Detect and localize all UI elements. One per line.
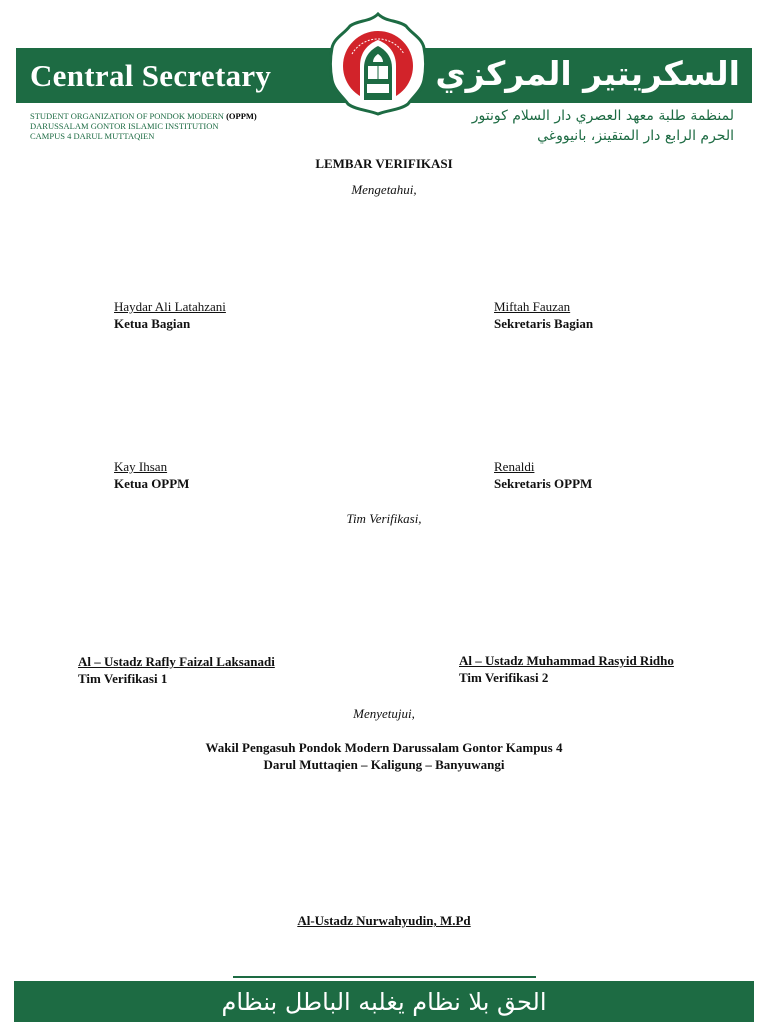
signatory-role: Sekretaris Bagian [494,316,594,331]
organization-logo [326,12,430,116]
signature-sekretaris-bagian [494,298,593,332]
signatory-role: Tim Verifikasi 2 [459,670,549,685]
signatory-name: Haydar Ali Latahzani [114,299,226,314]
subtitle-en-abbr: (OPPM) [226,111,257,121]
subtitle-ar-line-2: الحرم الرابع دار المتقينز، بانيووغي [537,128,734,144]
menyetujui-label: Menyetujui, [353,706,415,721]
tim-verifikasi-label: Tim Verifikasi, [346,511,422,526]
footer-motto: الحق بلا نظام يغلبه الباطل بنظام [221,987,547,1016]
approver-title-line-1: Wakil Pengasuh Pondok Modern Darussalam Gontor Kampus 4 [205,740,563,755]
subtitle-ar-line-1: لمنظمة طلبة معهد العصري دار السلام كونتور [471,108,734,124]
signatory-role: Tim Verifikasi 1 [78,671,168,686]
signature-ketua-oppm [114,458,189,492]
subtitle-en-line-2: DARUSSALAM GONTOR ISLAMIC INSTITUTION [30,121,219,131]
signatory-role: Sekretaris OPPM [494,476,593,491]
approver-name: Al-Ustadz Nurwahyudin, M.Pd [297,913,471,928]
footer-divider [233,976,536,978]
signatory-name: Kay Ihsan [114,459,168,474]
header-title-en: Central Secretary [30,58,272,93]
signature-tim-verifikasi-1 [78,653,275,687]
mengetahui-label: Mengetahui, [351,182,417,197]
signatory-name: Al – Ustadz Muhammad Rasyid Ridho [459,653,674,668]
signature-tim-verifikasi-2 [459,652,674,686]
header-title-ar: السكريتير المركزي [435,54,740,93]
signatory-role: Ketua OPPM [114,476,190,491]
subtitle-ar [472,106,734,146]
signature-sekretaris-oppm [494,458,592,492]
signatory-role: Ketua Bagian [114,316,191,331]
signatory-name: Al – Ustadz Rafly Faizal Laksanadi [78,654,275,669]
footer-band [14,981,754,1022]
subtitle-en-line-3: CAMPUS 4 DARUL MUTTAQIEN [30,131,155,141]
approver-title-line-2: Darul Muttaqien – Kaligung – Banyuwangi [263,757,505,772]
signatory-name: Miftah Fauzan [494,299,571,314]
document-title: LEMBAR VERIFIKASI [315,156,453,171]
signature-ketua-bagian [114,298,226,332]
subtitle-en [30,111,257,141]
signatory-name: Renaldi [494,459,535,474]
approver-title [0,739,768,773]
subtitle-en-line-1: STUDENT ORGANIZATION OF PONDOK MODERN [30,111,224,121]
